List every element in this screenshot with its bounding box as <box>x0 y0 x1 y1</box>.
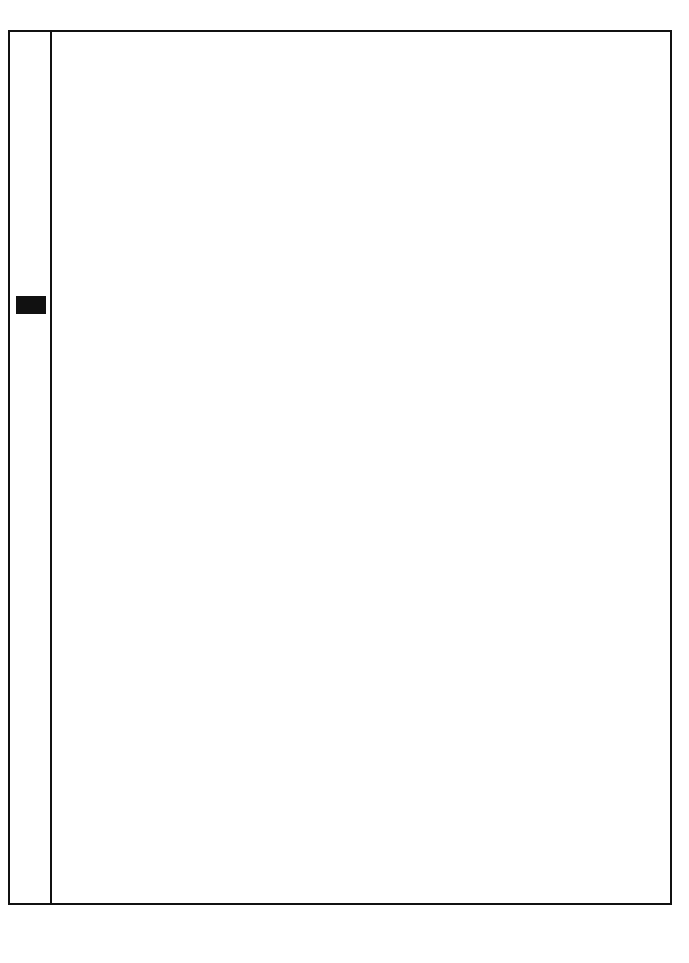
top-border-rule <box>8 30 672 32</box>
left-border-rule <box>8 30 10 905</box>
fishtail-mark <box>16 296 46 314</box>
bottom-border-rule <box>8 903 672 905</box>
margin-divider-rule <box>50 30 52 905</box>
right-border-rule <box>670 30 672 905</box>
margin-subtitle <box>16 322 46 522</box>
margin-title <box>14 44 46 294</box>
